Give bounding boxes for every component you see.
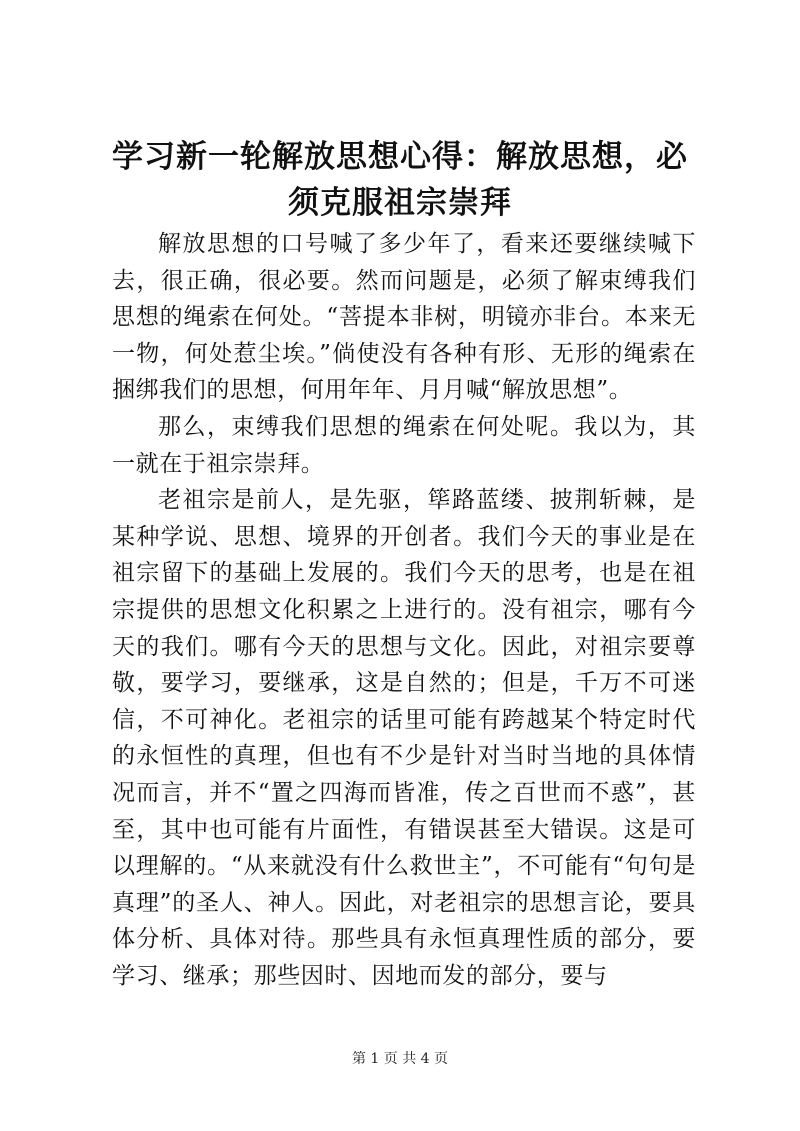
page-number-footer: 第 1 页 共 4 页: [351, 1051, 449, 1067]
body-paragraph-1: 解放思想的口号喊了多少年了，看来还要继续喊下去，很正确，很必要。然而问题是，必须了解束缚我们思想的绳索在何处。“菩提本非树，明镜亦非台。本来无一物，何处惹尘埃。”倘使没有各种有形、无形的绳索在捆绑我们的思想，何用年年、月月喊“解放思想”。: [112, 231, 696, 404]
body-paragraph-2: 那么，束缚我们思想的绳索在何处呢。我以为，其一就在于祖宗崇拜。: [112, 413, 696, 477]
body-paragraph-3: 老祖宗是前人，是先驱，筚路蓝缕、披荆斩棘，是某种学说、思想、境界的开创者。我们今天的事业是在祖宗留下的基础上发展的。我们今天的思考，也是在祖宗提供的思想文化积累之上进行的。没有祖宗，哪有今天的我们。哪有今天的思想与文化。因此，对祖宗要尊敬，要学习，要继承，这是自然的；但是，千万不可迷信，不可神化。老祖宗的话里可能有跨越某个特定时代的永恒性的真理，但也有不少是针对当时当地的具体情况而言，并不“置之四海而皆准，传之百世而不惑”，甚至，其中也可能有片面性，有错误甚至大错误。这是可以理解的。“从来就没有什么救世主”，不可能有“句句是真理”的圣人、神人。因此，对老祖宗的思想言论，要具体分析、具体对待。那些具有永恒真理性质的部分，要学习、继承；那些因时、因地而发的部分，要与: [112, 487, 696, 989]
document-title: 学习新一轮解放思想心得：解放思想，必须克服祖宗崇拜: [112, 139, 688, 221]
document-body: [112, 226, 696, 994]
